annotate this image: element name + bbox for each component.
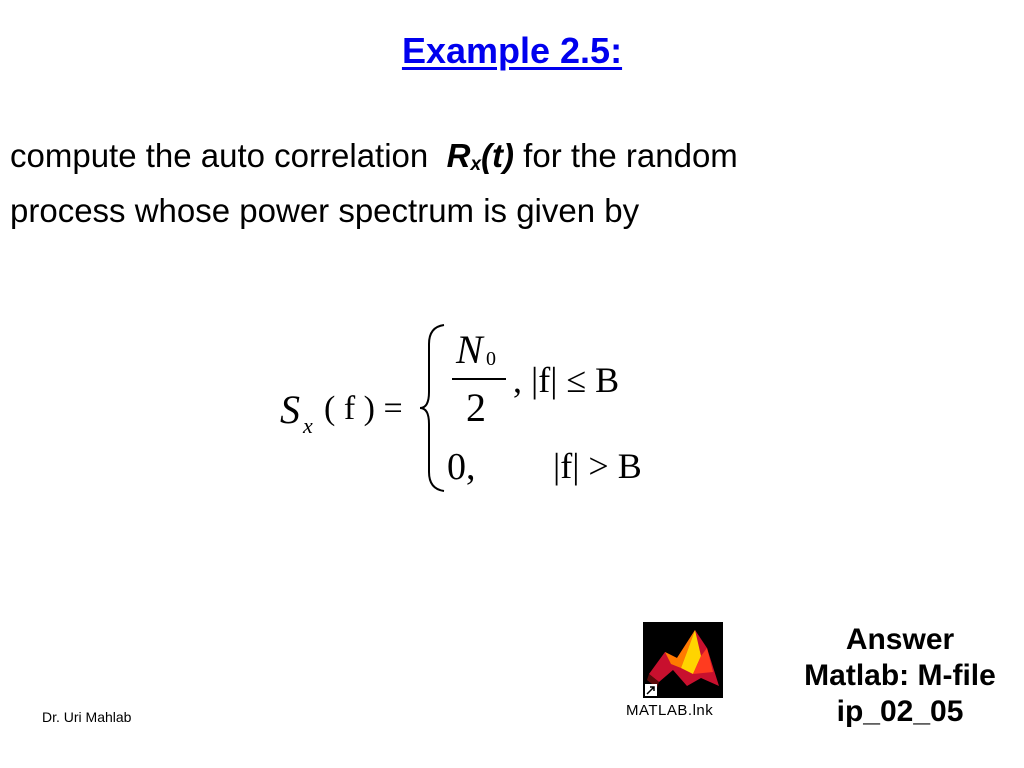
slide-title-text: Example 2.5: — [401, 30, 623, 71]
lhs-argument: ( f ) = — [324, 390, 403, 427]
matlab-shortcut-label[interactable]: MATLAB.lnk — [626, 702, 714, 719]
r-subscript: x — [470, 154, 482, 175]
case1-denominator: 2 — [466, 385, 486, 430]
power-spectrum-equation — [280, 318, 700, 498]
case2-value: 0, — [447, 446, 476, 488]
left-brace-icon — [418, 322, 448, 494]
answer-line-1: Answer — [845, 623, 955, 656]
intro-suffix: for the random — [523, 137, 738, 174]
r-symbol: R — [446, 137, 471, 174]
problem-statement — [10, 133, 1010, 234]
slide-title — [0, 30, 1024, 72]
r-arg: (t) — [481, 137, 514, 174]
lhs-subscript: x — [303, 413, 313, 438]
answer-line-3: ip_02_05 — [836, 695, 964, 728]
autocorrelation-symbol — [447, 137, 514, 174]
case1-numerator: N — [456, 327, 483, 372]
case1-numerator-subscript: 0 — [486, 348, 496, 370]
problem-line-1 — [10, 133, 1010, 188]
case1-condition: , |f| ≤ B — [513, 360, 620, 400]
answer-block — [780, 622, 1020, 730]
matlab-logo-icon — [643, 622, 723, 698]
intro-prefix: compute the auto correlation — [10, 137, 429, 174]
footer-author: Dr. Uri Mahlab — [42, 709, 132, 725]
case2-condition: |f| > B — [553, 446, 642, 486]
fraction-bar — [452, 378, 506, 380]
lhs-S: S — [280, 387, 300, 432]
problem-line-2: process whose power spectrum is given by — [10, 192, 640, 229]
matlab-shortcut[interactable] — [643, 622, 723, 698]
answer-line-2: Matlab: M-file — [804, 659, 996, 692]
